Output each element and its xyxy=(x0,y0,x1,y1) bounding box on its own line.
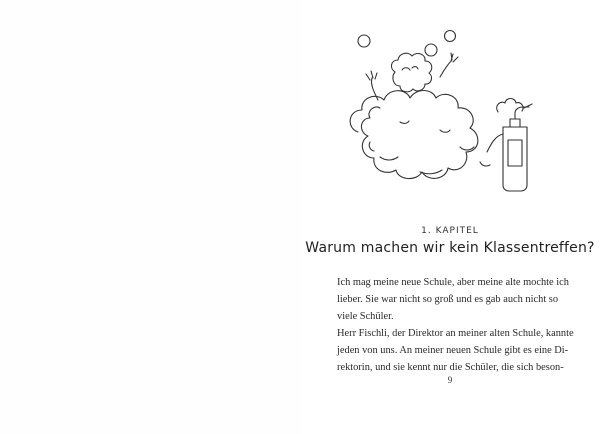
juggling-ball-icon xyxy=(358,35,370,47)
juggling-ball-icon xyxy=(445,31,456,42)
text-line: viele Schüler. xyxy=(337,311,394,322)
text-line: rektorin, und sie kennt nur die Schüler, die sich beson- xyxy=(337,362,564,373)
text-line: jeden von uns. An meiner neuen Schule gibt es eine Di- xyxy=(337,345,569,356)
text-line: Herr Fischli, der Direktor an meiner alten Schule, kannte xyxy=(337,328,574,339)
text-line: lieber. Sie war nicht so groß und es gab auch nicht so xyxy=(337,294,559,305)
fire-extinguisher-icon xyxy=(503,127,527,191)
foam-cloud-illustration xyxy=(340,22,550,200)
page-number: 9 xyxy=(447,375,453,385)
chapter-paragraph xyxy=(337,274,574,376)
juggling-ball-icon xyxy=(425,44,437,56)
chapter-label: 1. KAPITEL xyxy=(421,226,479,236)
chapter-title: Warum machen wir kein Klassentreffen? xyxy=(305,240,595,256)
text-line: Ich mag meine neue Schule, aber meine alte mochte ich xyxy=(337,277,569,288)
